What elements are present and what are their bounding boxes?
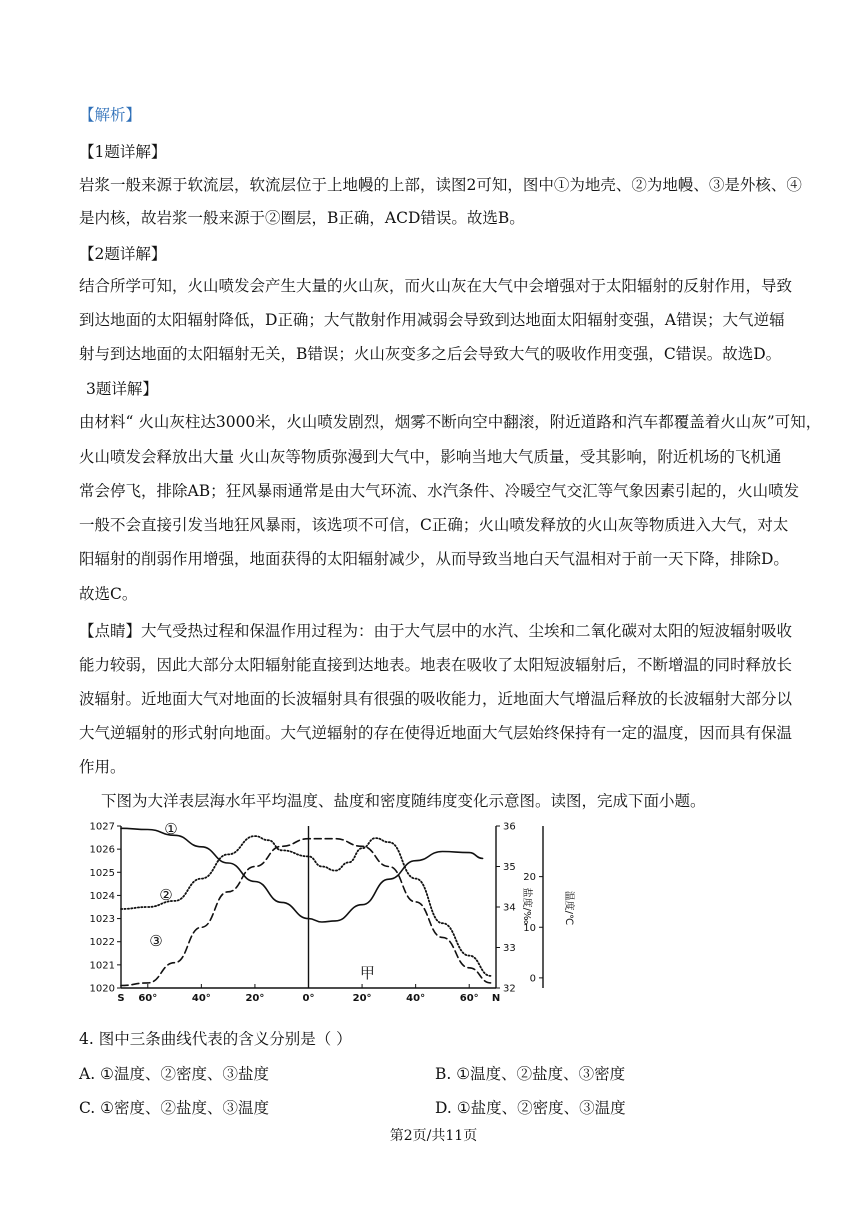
x-tick-label: 60°: [459, 993, 479, 1004]
page-footer: 第2页/共11页: [389, 1128, 478, 1144]
q1-line: 是内核，故岩浆一般来源于②圈层，B正确，ACD错误。故选B。: [79, 209, 525, 227]
q1-line: 岩浆一般来源于软流层，软流层位于上地幔的上部，读图2可知，图中①为地壳、②为地幔、③是外核、④: [79, 176, 802, 194]
q3-title: 3题详解】: [86, 380, 158, 398]
left-tick-label: 1025: [89, 867, 115, 879]
x-tick-label: 20°: [352, 993, 372, 1004]
note-line-first: [79, 619, 799, 643]
left-tick-label: 1026: [89, 844, 115, 856]
q3-line: 由材料“ 火山灰柱达3000米，火山喷发剧烈，烟雾不断向空中翻滚，附近道路和汽车都覆盖着火山灰”可知，: [79, 413, 822, 431]
left-tick-label: 1020: [89, 983, 115, 995]
q2-line: 结合所学可知，火山喷发会产生大量的火山灰，而火山灰在大气中会增强对于太阳辐射的反射作用，导致: [79, 277, 793, 295]
x-tick-label: 40°: [406, 993, 426, 1004]
left-tick-label: 1023: [89, 914, 115, 926]
q3-line: 火山喷发会释放出大量 火山灰等物质弥漫到大气中，影响当地大气质量，受其影响，附近机场的飞机通: [79, 448, 782, 466]
temperature-tick-label: 0: [529, 973, 536, 985]
series-line-temperature: [121, 839, 491, 986]
salinity-tick-label: 33: [503, 943, 516, 954]
note-line: 波辐射。近地面大气对地面的长波辐射具有很强的吸收能力，近地面大气增温后释放的长波辐射大部分以: [79, 690, 793, 708]
option-d[interactable]: D. ①盐度、②密度、③温度: [435, 1099, 626, 1117]
ocean-chart: [76, 818, 596, 1008]
curve-label: ①: [164, 820, 178, 838]
note-line: 能力较弱，因此大部分太阳辐射能直接到达地表。地表在吸收了太阳短波辐射后，不断增温的同时释放长: [79, 656, 793, 674]
salinity-tick-label: 32: [503, 983, 516, 995]
option-a[interactable]: A. ①温度、②密度、③盐度: [79, 1065, 269, 1083]
q1-title: 【1题详解】: [79, 143, 167, 161]
curve-label: ③: [149, 932, 163, 950]
left-tick-label: 1027: [89, 821, 115, 833]
salinity-axis-title: 盐度/‰: [521, 887, 532, 925]
q2-title: 【2题详解】: [79, 245, 167, 263]
q3-line: 一般不会直接引发当地狂风暴雨，该选项不可信，C正确；火山喷发释放的火山灰等物质进入大气，对太: [79, 516, 789, 534]
option-b[interactable]: B. ①温度、②盐度、③密度: [435, 1065, 626, 1083]
x-tick-label: 0°: [302, 993, 315, 1004]
note-text: 大气受热过程和保温作用过程为：由于大气层中的水汽、尘埃和二氧化碳对太阳的短波辐射吸收: [141, 622, 793, 640]
intro-text: 下图为大洋表层海水年平均温度、盐度和密度随纬度变化示意图。读图，完成下面小题。: [101, 792, 706, 810]
x-tick-label: S: [117, 993, 125, 1004]
temperature-tick-label: 10: [523, 922, 536, 934]
salinity-tick-label: 36: [503, 821, 516, 833]
left-tick-label: 1021: [89, 960, 115, 972]
q3-line: 常会停飞，排除AB；狂风暴雨通常是由大气环流、水汽条件、冷暖空气交汇等气象因素引起的，火山喷发: [79, 482, 800, 500]
q2-line: 射与到达地面的太阳辐射无关，B错误；火山灰变多之后会导致大气的吸收作用变强，C错误。故选D。: [79, 345, 782, 363]
question4-stem: 4. 图中三条曲线代表的含义分别是（ ）: [79, 1030, 352, 1048]
x-tick-label: 20°: [245, 993, 265, 1004]
left-tick-label: 1022: [89, 937, 115, 949]
chart-svg: [76, 818, 596, 1008]
option-c[interactable]: C. ①密度、②盐度、③温度: [79, 1099, 270, 1117]
left-tick-label: 1024: [89, 890, 115, 902]
q3-line: 阳辐射的削弱作用增强，地面获得的太阳辐射减少，从而导致当地白天气温相对于前一天下降，排除D。: [79, 550, 789, 568]
note-line: 大气逆辐射的形式射向地面。大气逆辐射的存在使得近地面大气层始终保持有一定的温度，因而具有保温: [79, 724, 793, 742]
note-tag: 【点睛】: [79, 622, 142, 640]
chart-annotation: 甲: [359, 964, 375, 982]
curve-label: ②: [159, 886, 173, 904]
series-line-left: [121, 828, 483, 922]
temperature-tick-label: 20: [523, 872, 536, 884]
q3-line: 故选C。: [79, 585, 138, 603]
salinity-tick-label: 35: [503, 862, 516, 873]
x-tick-label: 40°: [191, 993, 211, 1004]
temperature-axis-title: 温度/℃: [563, 890, 574, 926]
salinity-tick-label: 34: [503, 902, 516, 914]
analysis-header: 【解析】: [79, 106, 142, 124]
note-line: 作用。: [79, 758, 126, 776]
x-tick-label: N: [491, 993, 501, 1004]
q2-line: 到达地面的太阳辐射降低，D正确；大气散射作用减弱会导致到达地面太阳辐射变强，A错误；大气逆辐: [79, 311, 785, 329]
series-line-salinity: [121, 836, 491, 976]
x-tick-label: 60°: [138, 993, 158, 1004]
